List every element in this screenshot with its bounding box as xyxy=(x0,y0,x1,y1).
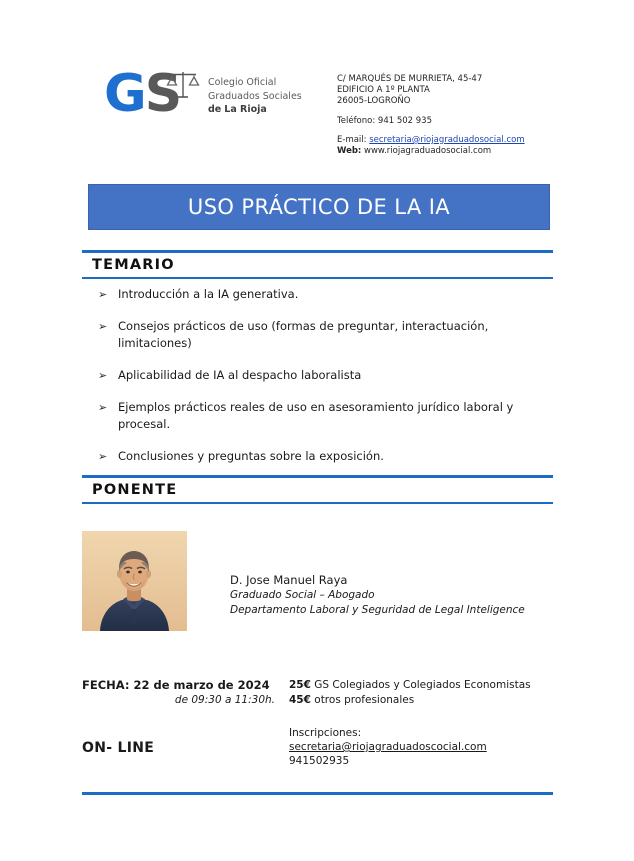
signup-block xyxy=(289,726,553,768)
arrow-bullet-icon: ➢ xyxy=(98,401,108,414)
org-line-2: Graduados Sociales xyxy=(208,90,302,102)
list-item xyxy=(96,367,556,384)
section-header-ponente xyxy=(82,475,553,504)
online-group xyxy=(337,135,525,157)
logo-mark xyxy=(104,64,200,132)
logo-letter-g: G xyxy=(104,64,145,124)
web-value[interactable]: www.riojagraduadosocial.com xyxy=(364,146,492,157)
arrow-bullet-icon: ➢ xyxy=(98,320,108,333)
speaker-photo xyxy=(82,531,187,631)
scales-of-justice-icon xyxy=(166,70,200,100)
title-banner xyxy=(88,184,550,230)
phone-label: Teléfono: xyxy=(337,115,376,126)
price-1-text: GS Colegiados y Colegiados Economistas xyxy=(314,679,531,691)
date-label: FECHA: xyxy=(82,678,130,692)
topic-text: Introducción a la IA generativa. xyxy=(118,287,299,301)
list-item xyxy=(96,448,556,465)
event-mode: ON- LINE xyxy=(82,740,155,756)
speaker-block xyxy=(82,531,553,635)
divider-bottom-ponente xyxy=(82,502,553,504)
speaker-info xyxy=(230,573,525,618)
address-line-1: C/ MARQUÉS DE MURRIETA, 45-47 xyxy=(337,74,483,84)
event-date xyxy=(82,678,282,693)
org-line-3-prefix: de xyxy=(208,104,222,115)
address-line-2: EDIFICIO A 1º PLANTA xyxy=(337,85,430,96)
signup-label: Inscripciones: xyxy=(289,727,362,739)
event-time: de 09:30 a 11:30h. xyxy=(174,694,275,706)
price-2-text: otros profesionales xyxy=(314,694,415,706)
web-label: Web: xyxy=(337,146,362,157)
page-title: USO PRÁCTICO DE LA IA xyxy=(187,195,451,219)
topic-text: Consejos prácticos de uso (formas de preguntar, interactuación, limitaciones) xyxy=(118,319,489,350)
list-item xyxy=(96,318,556,352)
arrow-bullet-icon: ➢ xyxy=(98,450,108,463)
price-row-2 xyxy=(289,693,553,708)
list-item xyxy=(96,286,556,303)
contact-block xyxy=(337,74,525,157)
signup-phone: 941502935 xyxy=(289,755,350,767)
price-1-amount: 25€ xyxy=(289,679,311,691)
org-line-1: Colegio Oficial xyxy=(208,77,277,88)
price-row-1 xyxy=(289,678,553,693)
topic-text: Aplicabilidad de IA al despacho laboralista xyxy=(118,368,362,382)
email-link[interactable]: secretaria@riojagraduadosocial.com xyxy=(369,134,525,145)
topic-text: Ejemplos prácticos reales de uso en asesoramiento jurídico laboral y procesal. xyxy=(118,400,514,431)
logo-letter-s: S xyxy=(144,64,181,124)
topic-text: Conclusiones y preguntas sobre la exposición. xyxy=(118,449,384,463)
speaker-portrait-image xyxy=(82,531,187,631)
document-header xyxy=(0,58,634,168)
arrow-bullet-icon: ➢ xyxy=(98,369,108,382)
event-details xyxy=(82,678,553,778)
web-line xyxy=(337,146,525,157)
list-item xyxy=(96,399,556,433)
date-value: 22 de marzo de 2024 xyxy=(133,678,270,692)
divider-bottom-temario xyxy=(82,277,553,279)
arrow-bullet-icon: ➢ xyxy=(98,288,108,301)
email-line xyxy=(337,135,525,146)
phone-group xyxy=(337,116,525,127)
address-group xyxy=(337,74,525,108)
topic-list xyxy=(96,286,556,480)
price-2-amount: 45€ xyxy=(289,694,311,706)
organization-name xyxy=(208,70,302,117)
section-title-ponente: PONENTE xyxy=(92,482,178,498)
speaker-name: D. Jose Manuel Raya xyxy=(230,573,348,587)
section-title-temario: TEMARIO xyxy=(92,257,175,273)
org-line-3-name: La Rioja xyxy=(224,104,267,115)
speaker-role: Graduado Social – Abogado xyxy=(230,589,375,601)
event-details-left xyxy=(82,678,282,756)
email-label: E-mail: xyxy=(337,134,367,145)
footer-divider xyxy=(82,792,553,795)
organization-logo xyxy=(104,64,302,132)
speaker-department: Departamento Laboral y Seguridad de Legal Inteligence xyxy=(230,604,525,616)
event-details-right xyxy=(289,678,553,768)
section-header-temario xyxy=(82,250,553,279)
signup-email[interactable]: secretaria@riojagraduadoscocial.com xyxy=(289,741,487,753)
phone-value: 941 502 935 xyxy=(377,115,432,126)
org-line-3 xyxy=(208,103,302,117)
address-line-3: 26005-LOGROÑO xyxy=(337,96,411,107)
